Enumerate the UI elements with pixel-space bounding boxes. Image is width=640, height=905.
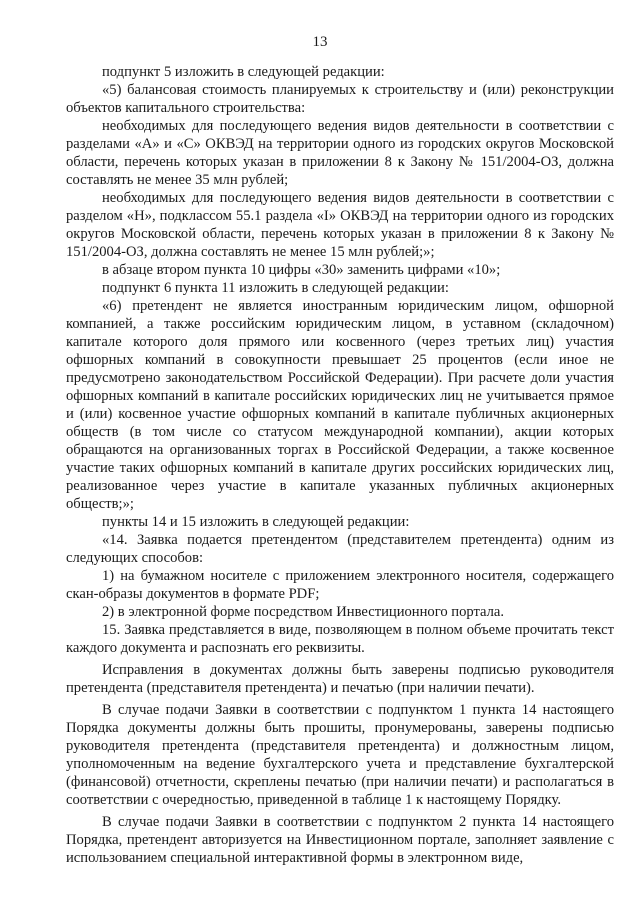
paragraph: «5) балансовая стоимость планируемых к строительству и (или) реконструкции объектов капитального строительства:	[66, 82, 614, 116]
paragraph: «14. Заявка подается претендентом (представителем претендента) одним из следующих способов:	[66, 532, 614, 566]
document-body	[66, 63, 614, 867]
paragraph: 1) на бумажном носителе с приложением электронного носителя, содержащего скан-образы документов в формате PDF;	[66, 568, 614, 602]
page-number: 13	[312, 34, 328, 50]
paragraph: 2) в электронной форме посредством Инвестиционного портала.	[102, 604, 505, 620]
paragraph: В случае подачи Заявки в соответствии с подпунктом 2 пункта 14 настоящего Порядка, претендент авторизуется на Инвестиционном портале, заполняет заявление с использованием специальной интерактивной формы в электронном виде,	[66, 814, 614, 866]
paragraph: «6) претендент не является иностранным юридическим лицом, офшорной компанией, а также российским юридическим лицом, в уставном (складочном) капитале которого доля прямого или косвенного (через третьих лиц) участия офшорных компаний в совокупности превышает 25 процентов (если иное не предусмотрено законодательством Российской Федерации). При расчете доли участия офшорных компаний в капитале российских юридических лиц не учитывается прямое и (или) косвенное участие офшорных компаний в капитале публичных акционерных обществ (в том числе со статусом международной компании), акции которых обращаются на организованных торгах в Российской Федерации, а также косвенное участие таких офшорных компаний в капитале других российских юридических лиц, реализованное через участие в капитале указанных публичных акционерных обществ;»;	[66, 298, 614, 512]
paragraph: подпункт 5 изложить в следующей редакции:	[102, 64, 385, 80]
paragraph: В случае подачи Заявки в соответствии с подпунктом 1 пункта 14 настоящего Порядка документы должны быть прошиты, пронумерованы, заверены подписью руководителя претендента (представителя претендента) и должностным лицом, уполномоченным на ведение бухгалтерского учета и представление бухгалтерской (финансовой) отчетности, скреплены печатью (при наличии печати) и располагаться в соответствии с очередностью, приведенной в таблице 1 к настоящему Порядку.	[66, 702, 614, 808]
paragraph: в абзаце втором пункта 10 цифры «30» заменить цифрами «10»;	[102, 262, 501, 278]
paragraph: 15. Заявка представляется в виде, позволяющем в полном объеме прочитать текст каждого документа и распознать его реквизиты.	[66, 622, 614, 656]
paragraph: пункты 14 и 15 изложить в следующей редакции:	[102, 514, 410, 530]
paragraph: Исправления в документах должны быть заверены подписью руководителя претендента (представителя претендента) и печатью (при наличии печати).	[66, 662, 614, 696]
paragraph: необходимых для последующего ведения видов деятельности в соответствии с разделами «А» и «С» ОКВЭД на территории одного из городских округов Московской области, перечень которых указан в приложении 8 к Закону № 151/2004-ОЗ, должна составлять не менее 35 млн рублей;	[66, 118, 614, 188]
paragraph: необходимых для последующего ведения видов деятельности в соответствии с разделом «Н», подклассом 55.1 раздела «I» ОКВЭД на территории одного из городских округов Московской области, перечень которых указан в приложении 8 к Закону № 151/2004-ОЗ, должна составлять не менее 15 млн рублей;»;	[66, 190, 614, 260]
paragraph: подпункт 6 пункта 11 изложить в следующей редакции:	[102, 280, 449, 296]
